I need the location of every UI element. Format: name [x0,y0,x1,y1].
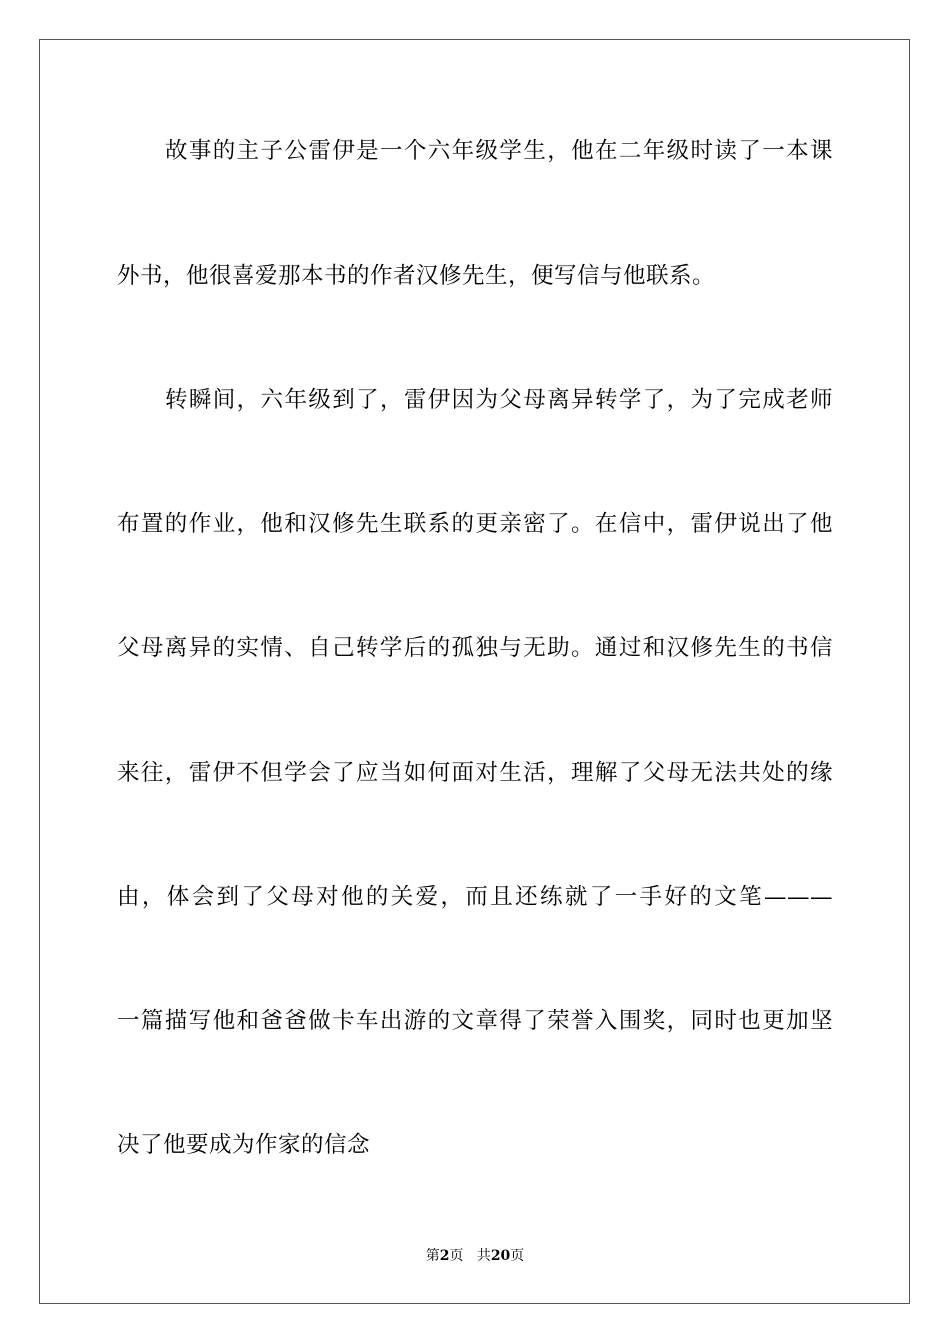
total-suffix: 页 [510,1248,525,1264]
page-number: 2 [439,1248,450,1264]
paragraph-1-line-1: 故事的主子公雷伊是一个六年级学生，他在二年级时读了一本课 [165,138,833,164]
page-prefix: 第 [425,1248,440,1264]
page-border [39,39,910,1304]
paragraph-1-line-2: 外书，他很喜爱那本书的作者汉修先生，便写信与他联系。 [117,263,716,289]
paragraph-2-line-4: 来往，雷伊不但学会了应当如何面对生活，理解了父母无法共处的缘 [117,760,833,786]
paragraph-2-line-3: 父母离异的实情、自己转学后的孤独与无助。通过和汉修先生的书信 [117,635,833,661]
total-pages: 20 [490,1248,511,1264]
page-suffix: 页 [449,1248,464,1264]
total-prefix: 共 [476,1248,491,1264]
paragraph-2-line-2: 布置的作业，他和汉修先生联系的更亲密了。在信中，雷伊说出了他 [117,511,833,537]
paragraph-2-line-6: 一篇描写他和爸爸做卡车出游的文章得了荣誉入围奖，同时也更加坚 [117,1008,833,1034]
page-footer [0,1246,950,1266]
paragraph-2-line-7: 决了他要成为作家的信念 [117,1132,371,1158]
paragraph-2-line-1: 转瞬间，六年级到了，雷伊因为父母离异转学了，为了完成老师 [165,387,833,413]
paragraph-2-line-5: 由，体会到了父母对他的关爱，而且还练就了一手好的文笔——— [117,884,833,910]
